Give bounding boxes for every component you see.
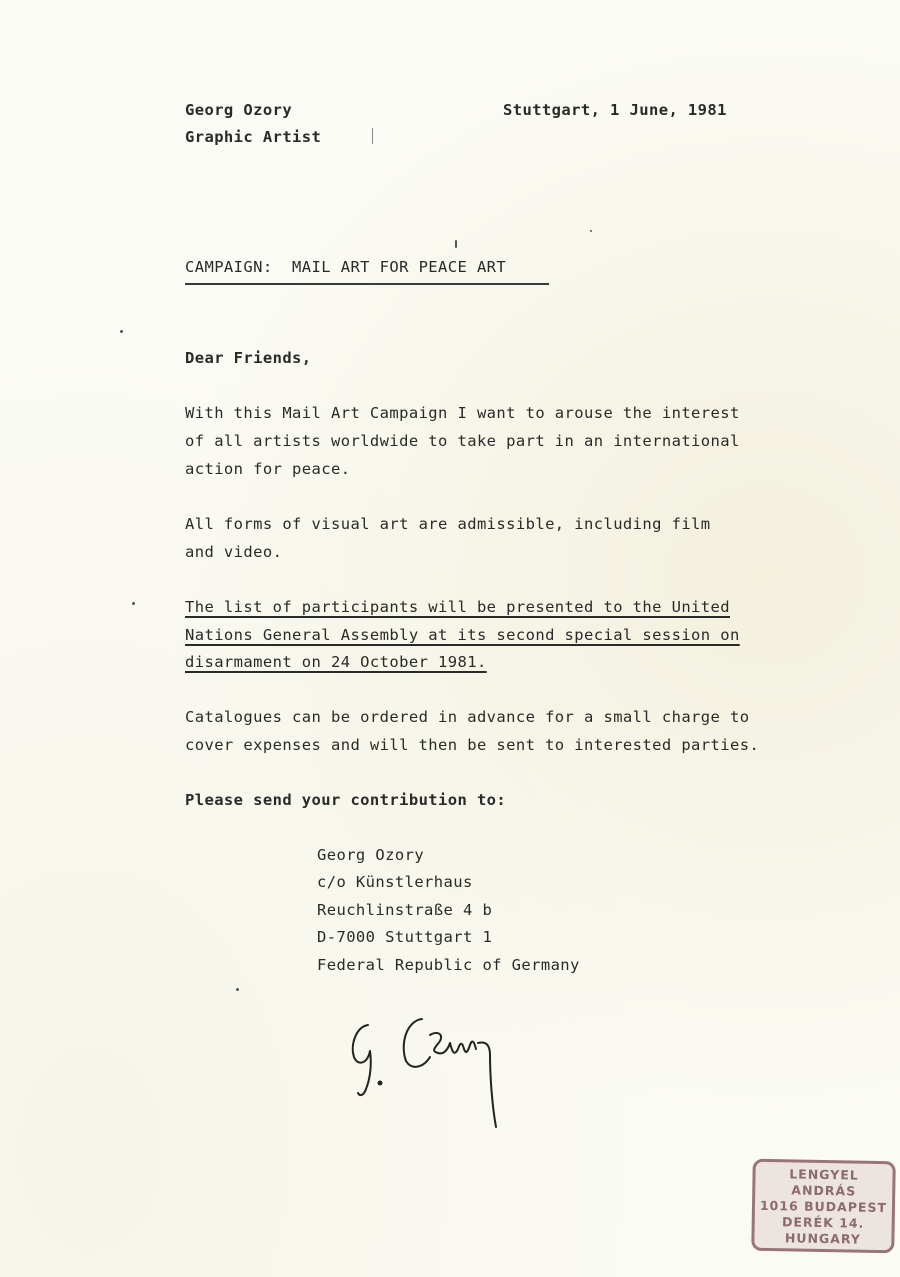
paragraph-line: Please send your contribution to: <box>185 791 507 809</box>
handwritten-signature <box>340 1005 520 1135</box>
address-line: Reuchlinstraße 4 b <box>317 901 493 919</box>
ownership-stamp <box>751 1159 896 1253</box>
paragraph-line: and video. <box>185 543 283 561</box>
paragraph-line: All forms of visual art are admissible, including film <box>185 515 711 533</box>
paper-speck <box>455 240 457 248</box>
subject-underline <box>185 283 549 285</box>
highlighted-paragraph-line: The list of participants will be presented to the United <box>185 598 730 616</box>
paper-speck <box>236 988 239 991</box>
stamp-line: HUNGARY <box>784 1230 862 1247</box>
paper-speck <box>372 128 373 144</box>
stamp-line: LENGYEL <box>789 1166 859 1183</box>
sender-name: Georg Ozory <box>185 101 293 119</box>
stamp-line: ANDRÁS <box>791 1182 857 1199</box>
paper-speck <box>120 330 123 333</box>
paragraph-line: Catalogues can be ordered in advance for a small charge to <box>185 708 750 726</box>
place-date: Stuttgart, 1 June, 1981 <box>503 101 727 119</box>
stamp-line: 1016 BUDAPEST <box>759 1197 888 1216</box>
highlighted-paragraph-line: disarmament on 24 October 1981. <box>185 653 487 671</box>
paragraph-line: With this Mail Art Campaign I want to arouse the interest <box>185 404 740 422</box>
address-line: c/o Künstlerhaus <box>317 873 473 891</box>
subject-line: CAMPAIGN: MAIL ART FOR PEACE ART <box>185 258 507 276</box>
sender-profession: Graphic Artist <box>185 128 322 146</box>
address-line: Georg Ozory <box>317 846 425 864</box>
highlighted-paragraph-line: Nations General Assembly at its second special session on <box>185 626 740 644</box>
paper-speck <box>132 602 135 605</box>
paper-speck <box>590 230 592 232</box>
salutation: Dear Friends, <box>185 349 312 367</box>
paragraph-line: action for peace. <box>185 460 351 478</box>
paragraph-line: of all artists worldwide to take part in an international <box>185 432 740 450</box>
stamp-line: DERÉK 14. <box>781 1214 865 1231</box>
address-line: Federal Republic of Germany <box>317 956 580 974</box>
address-line: D-7000 Stuttgart 1 <box>317 928 493 946</box>
paragraph-line: cover expenses and will then be sent to interested parties. <box>185 736 760 754</box>
